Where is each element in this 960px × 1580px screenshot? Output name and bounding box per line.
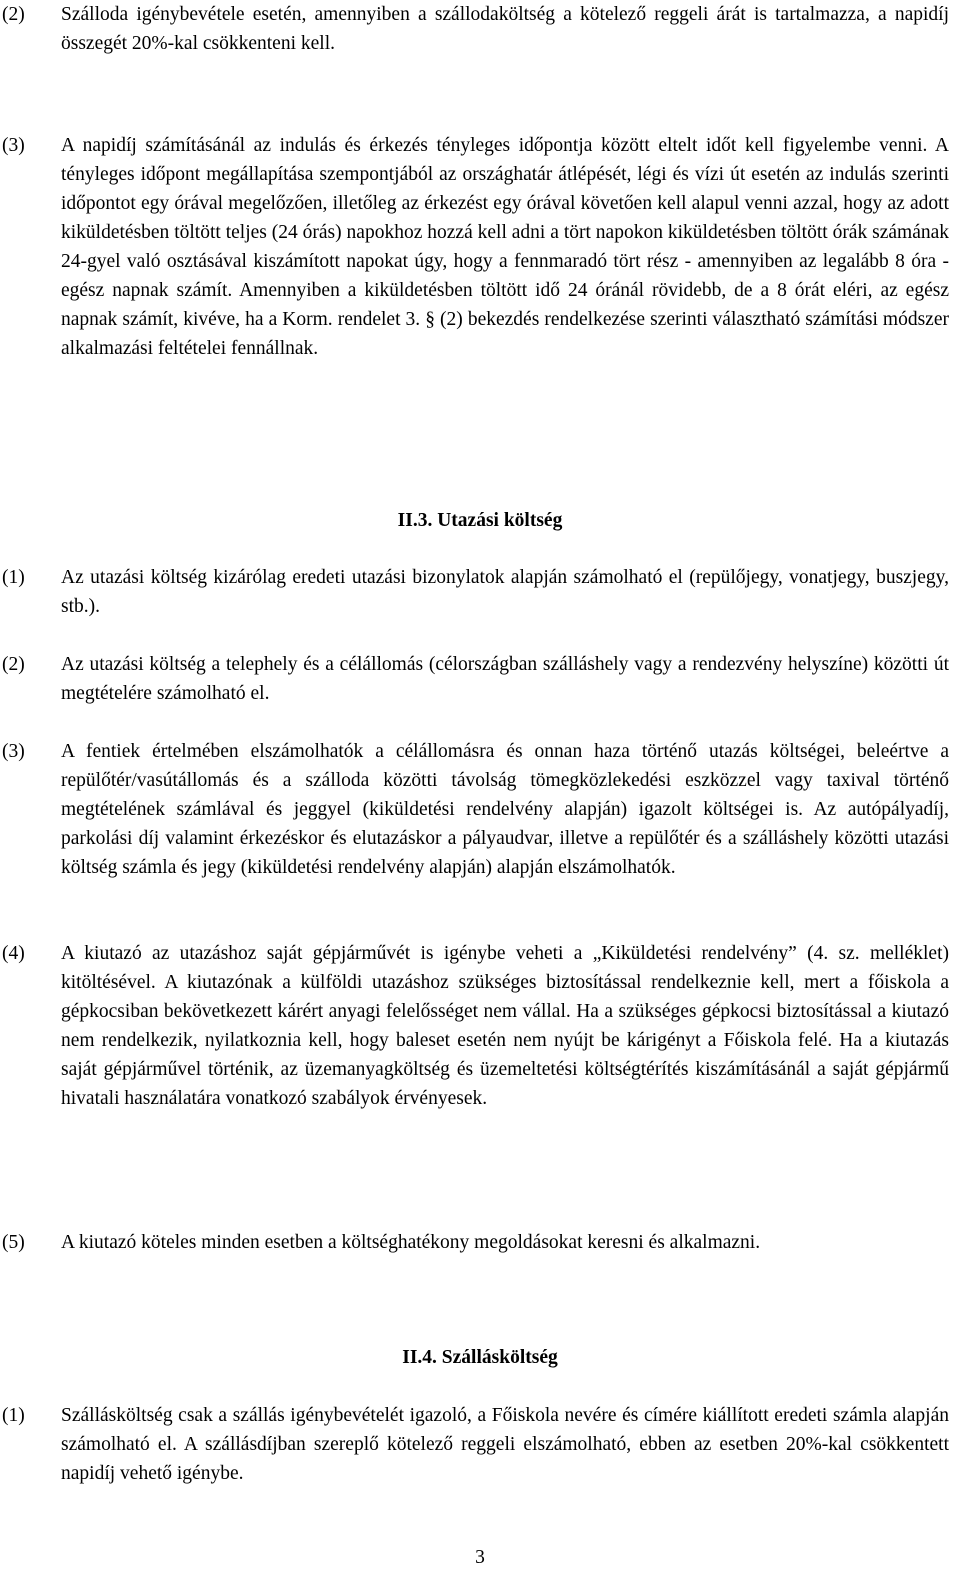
page-number: 3 — [475, 1547, 485, 1568]
paragraph-number: (3) — [2, 135, 25, 156]
paragraph-number: (3) — [2, 741, 25, 762]
paragraph-text: A kiutazó köteles minden esetben a költséghatékony megoldásokat keresni és alkalmazni. — [61, 1232, 761, 1253]
paragraph-number: (1) — [2, 567, 25, 588]
paragraph-text: A kiutazó az utazáshoz saját gépjárművét is igénybe veheti a „Kiküldetési rendelvény” (4. sz. melléklet) kitöltésével. A kiutazónak a külföldi utazáshoz szükséges biztosítással rendelkeznie kell, mert a főiskola a gépkocsiban bekövetkezett kárért anyagi felelősséget nem vállal. Ha a szükséges gépkocsi biztosítással a kiutazó nem rendelkezik, nyilatkoznia kell, hogy baleset esetén nem nyújt be kárigényt a Főiskola felé. Ha a kiutazás saját gépjárművel történik, az üzemanyagköltség és üzemeltetési költségtérítés kiszámításánál a saját gépjármű hivatali használatára vonatkozó szabályok érvényesek. — [61, 943, 949, 1109]
paragraph-text: A fentiek értelmében elszámolhatók a célállomásra és onnan haza történő utazás költségei, beleértve a repülőtér/vasútállomás és a szálloda közötti távolság tömegközlekedési eszközzel vagy taxival történő megtételének számlával és jeggyel (kiküldetési rendelvény alapján) igazolt költségei is. Az autópályadíj, parkolási díj valamint érkezéskor és elutazáskor a pályaudvar, illetve a repülőtér és a szálláshely közötti utazási költség számla és jegy (kiküldetési rendelvény alapján) alapján elszámolhatók. — [61, 741, 949, 878]
paragraph-text: Az utazási költség a telephely és a célállomás (célországban szálláshely vagy a rendezvény helyszíne) közötti út megtételére számolható el. — [61, 654, 949, 704]
paragraph-number: (4) — [2, 943, 25, 964]
paragraph-number: (2) — [2, 4, 25, 25]
paragraph-number: (2) — [2, 654, 25, 675]
paragraph-number: (1) — [2, 1405, 25, 1426]
paragraph-text: Szállásköltség csak a szállás igénybevételét igazoló, a Főiskola nevére és címére kiállított eredeti számla alapján számolható el. A szállásdíjban szereplő kötelező reggeli elszámolható, ebben az esetben 20%-kal csökkentett napidíj vehető igénybe. — [61, 1405, 949, 1484]
paragraph-text: Az utazási költség kizárólag eredeti utazási bizonylatok alapján számolható el (repülőjegy, vonatjegy, buszjegy, stb.). — [61, 567, 949, 617]
paragraph-text: Szálloda igénybevétele esetén, amennyiben a szállodaköltség a kötelező reggeli árát is tartalmazza, a napidíj összegét 20%-kal csökkenteni kell. — [61, 4, 949, 54]
section-heading-utazasi-koltseg: II.3. Utazási költség — [397, 510, 563, 531]
section-heading-szallaskoltseg: II.4. Szállásköltség — [402, 1347, 558, 1368]
paragraph-text: A napidíj számításánál az indulás és érkezés tényleges időpontja között eltelt időt kell figyelembe venni. A tényleges időpont megállapítása szempontjából az országhatár átlépését, légi és vízi út esetén az indulás szerinti időpontot egy órával megelőzően, illetőleg az érkezést egy órával követően kell alapul venni azzal, hogy az adott kiküldetésben töltött teljes (24 órás) napokhoz hozzá kell adni a tört napokon kiküldetésben töltött órák számának 24-gyel való osztásával kiszámított napokat úgy, hogy a fennmaradó tört rész - amennyiben az legalább 8 óra - egész napnak számít. Amennyiben a kiküldetésben töltött idő 24 óránál rövidebb, de a 8 órát eléri, az egész napnak számít, kivéve, ha a Korm. rendelet 3. § (2) bekezdés rendelkezése szerinti választható számítási módszer alkalmazási feltételei fennállnak. — [61, 135, 949, 359]
paragraph-number: (5) — [2, 1232, 25, 1253]
